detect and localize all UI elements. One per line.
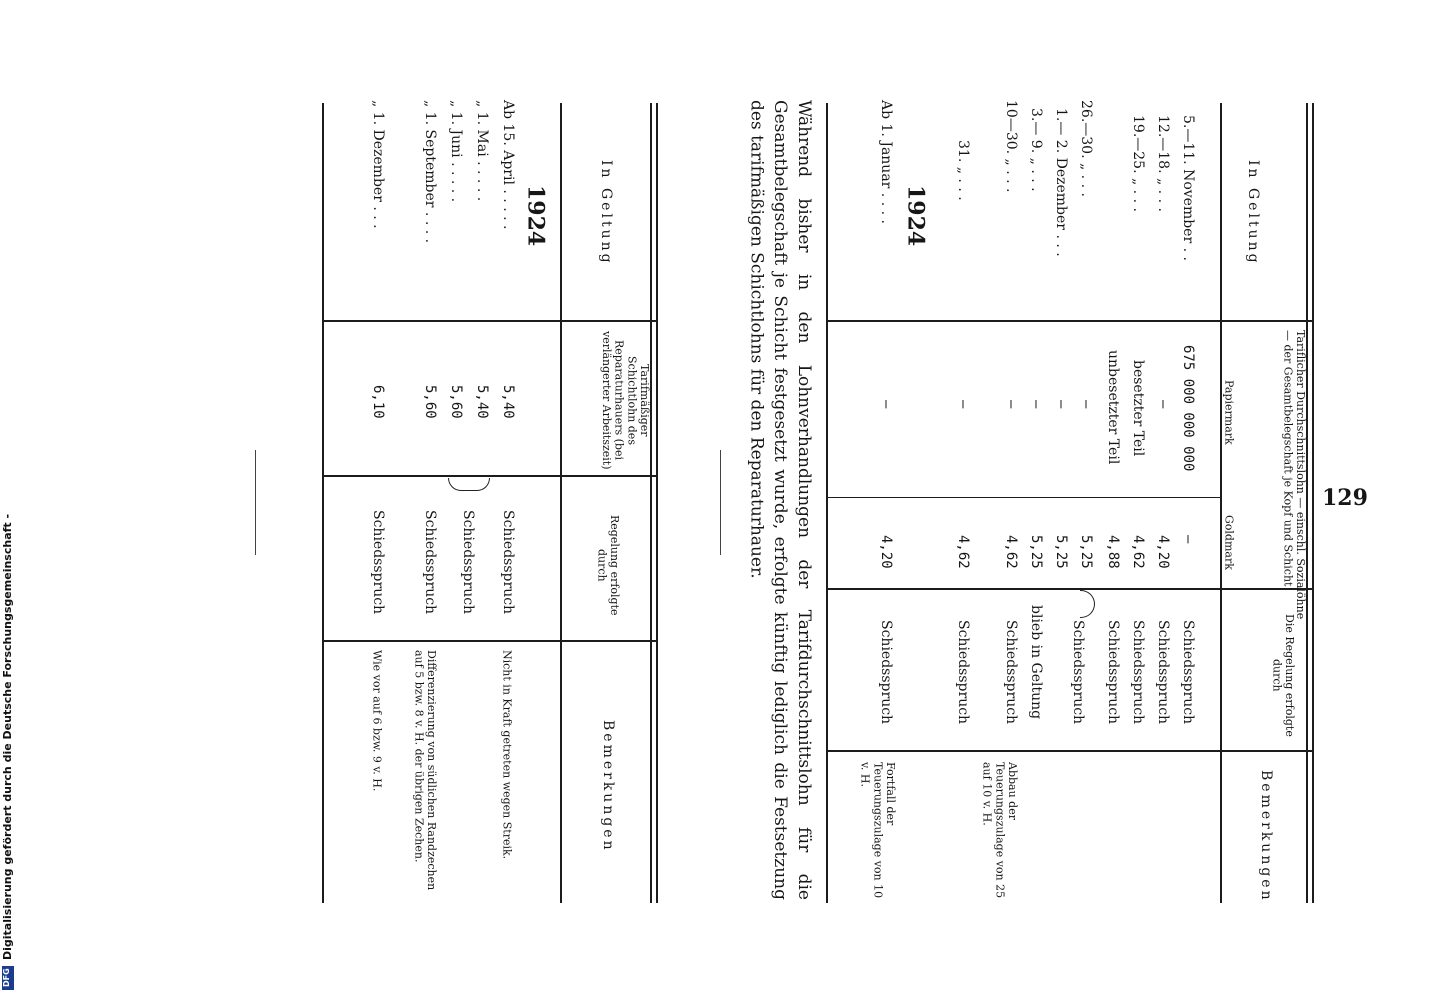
t2-row4-date: „ 1. September . . . . <box>422 100 439 244</box>
digitization-credit <box>1 513 15 960</box>
t2-row5-reg: Schiedsspruch <box>370 510 387 615</box>
t2-header-in-geltung: In Geltung <box>598 160 615 266</box>
t1-row2-reg: Schiedsspruch <box>1155 620 1172 725</box>
t1-row10-bem: Fortfall der Teuerungszulage von 10 v. H. <box>858 762 897 899</box>
t1-header-papiermark: Papiermark <box>1222 380 1236 445</box>
t1-row3-reg: Schiedsspruch <box>1130 620 1147 725</box>
t1-row8-date: 10—30. „ . . . <box>1003 100 1020 193</box>
body-paragraph: Während bisher in den Lohnverhandlungen der Tarifdurchschnittslohn für die Gesamtbelegschaft je Schicht festgesetzt wurde, erfolgte künftig lediglich die Festsetzung des tarifmäßigen Schichtlohns für den Reparaturhauer. <box>746 100 814 900</box>
t1-row10-papier: — <box>878 400 895 409</box>
t2-row3-date: „ 1. Juni . . . . . <box>448 100 465 203</box>
table2-col-sep-1 <box>322 320 656 322</box>
table2-header-rule <box>560 103 562 903</box>
digitization-credit-text: Digitalisierung gefördert durch die Deutsche Forschungsgemeinschaft - <box>1 513 14 960</box>
t2-row2-date: „ 1. Mai . . . . . <box>474 100 491 202</box>
t2-row1-lohn: 5,40 <box>500 385 517 419</box>
t2-row1-reg: Schiedsspruch <box>500 510 517 615</box>
t1-row7-date: 3.— 9. „ . . . <box>1028 108 1045 192</box>
t1-row3-gold: 4,62 <box>1130 535 1147 569</box>
t1-row2-papier: — <box>1155 400 1172 409</box>
separator-rule <box>720 450 721 555</box>
t2-row1-bem: Nicht in Kraft getreten wegen Streik. <box>500 650 514 860</box>
t1-row9-papier: — <box>955 400 972 409</box>
table1-col-sep-1 <box>826 320 1312 322</box>
t1-row10-date: Ab 1. Januar . . . . <box>878 100 895 224</box>
t1-row5-gold: 5,25 <box>1078 535 1095 569</box>
t2-row2-reg: Schiedsspruch <box>460 510 477 615</box>
t1-row1-date: 5.—11. November . . <box>1180 115 1197 261</box>
t2-row1-date: Ab 15. April . . . . . <box>500 100 517 230</box>
t2-header-bemerkungen: Bemerkungen <box>600 720 617 853</box>
t1-row4-papier: unbesetzter Teil <box>1105 350 1122 465</box>
t1-row3-papier: besetzter Teil <box>1130 360 1147 457</box>
t2-row5-lohn: 6,10 <box>370 385 387 419</box>
t1-row1-papier: 675 000 000 000 <box>1180 345 1197 472</box>
t2-row5-date: „ 1. Dezember . . . <box>370 100 387 229</box>
table1-header-rule <box>1220 103 1222 903</box>
table1-bottom-rule <box>826 103 828 903</box>
table1-col-sep-2 <box>826 497 1220 498</box>
table2-col-sep-3 <box>322 640 656 642</box>
t1-row8-gold: 4,62 <box>1003 535 1020 569</box>
t1-header-avg-wage: Tariflicher Durchschnittslohn — einschl. Sozialöhne — der Gesamtbelegschaft je Kopf und Schicht <box>1281 330 1307 620</box>
t2-row4-lohn: 5,60 <box>422 385 439 419</box>
t1-row8-papier: — <box>1003 400 1020 409</box>
t1-row4-gold: 4,88 <box>1105 535 1122 569</box>
page-number: 129 <box>1322 485 1368 511</box>
t1-row6-gold: 5,25 <box>1053 535 1070 569</box>
t1-row6-date: 1.— 2. Dezember . . . <box>1053 108 1070 257</box>
t2-row5-bem: Wie vor auf 6 bzw. 9 v. H. <box>370 650 384 792</box>
t1-row9-date: 31. „ . . . <box>955 140 972 201</box>
t1-header-bemerkungen: Bemerkungen <box>1258 770 1275 903</box>
separator-rule-bottom <box>255 450 256 555</box>
t1-row5-date: 26.—30. „ . . . <box>1078 100 1095 197</box>
t1-row10-gold: 4,20 <box>878 535 895 569</box>
table1-top-rule-2 <box>1312 103 1314 903</box>
table1-col-sep-4 <box>826 750 1312 752</box>
t2-year-1924: 1924 <box>522 185 549 247</box>
t1-year-1924: 1924 <box>902 185 929 247</box>
t1-row4-reg: Schiedsspruch <box>1105 620 1122 725</box>
t1-row3-date: 19.—25. „ . . . <box>1130 115 1147 212</box>
t2-row3-lohn: 5,60 <box>448 385 465 419</box>
t1-header-regelung: Die Regelung erfolgte durch <box>1270 613 1296 737</box>
t1-header-in-geltung: In Geltung <box>1245 160 1262 266</box>
t1-row1-reg: Schiedsspruch <box>1180 620 1197 725</box>
t2-header-schichtlohn: Tarifmäßiger Schichtlohn des Reparaturhauers (bei verlängerter Arbeitszeit) <box>600 330 651 470</box>
t1-row5-reg: Schiedsspruch <box>1070 620 1087 725</box>
t2-header-regelung: Regelung erfolgte durch <box>595 514 621 616</box>
t1-row6-papier: — <box>1053 400 1070 409</box>
t1-row2-date: 12.—18. „ . . . <box>1155 115 1172 212</box>
t1-row8-reg: Schiedsspruch <box>1003 620 1020 725</box>
t1-row7-reg: blieb in Geltung <box>1028 605 1045 720</box>
table2-top-rule <box>650 103 652 903</box>
t1-row7-gold: 5,25 <box>1028 535 1045 569</box>
t2-row4-reg: Schiedsspruch <box>422 510 439 615</box>
brace-icon <box>1080 590 1095 618</box>
t2-row4-bem: Differenzierung von südlichen Randzechen auf 5 bzw. 8 v. H. der übrigen Zechen. <box>412 650 438 891</box>
t1-row7-papier: — <box>1028 400 1045 409</box>
t1-row2-gold: 4,20 <box>1155 535 1172 569</box>
t1-row5-papier: — <box>1078 400 1095 409</box>
t2-row2-lohn: 5,40 <box>474 385 491 419</box>
t1-row9-reg: Schiedsspruch <box>955 620 972 725</box>
t1-row10-reg: Schiedsspruch <box>878 620 895 725</box>
table2-col-sep-2 <box>322 475 656 477</box>
t1-header-goldmark: Goldmark <box>1222 515 1236 570</box>
t1-row1-gold: — <box>1180 535 1197 544</box>
brace-icon <box>448 478 490 491</box>
t1-row8-bem: Abbau der Teuerungszulage von 25 auf 10 v. H. <box>980 762 1019 899</box>
dfg-logo-icon: DFG <box>2 966 14 990</box>
table2-bottom-rule <box>322 103 324 903</box>
table2-top-rule-2 <box>656 103 658 903</box>
t1-row9-gold: 4,62 <box>955 535 972 569</box>
